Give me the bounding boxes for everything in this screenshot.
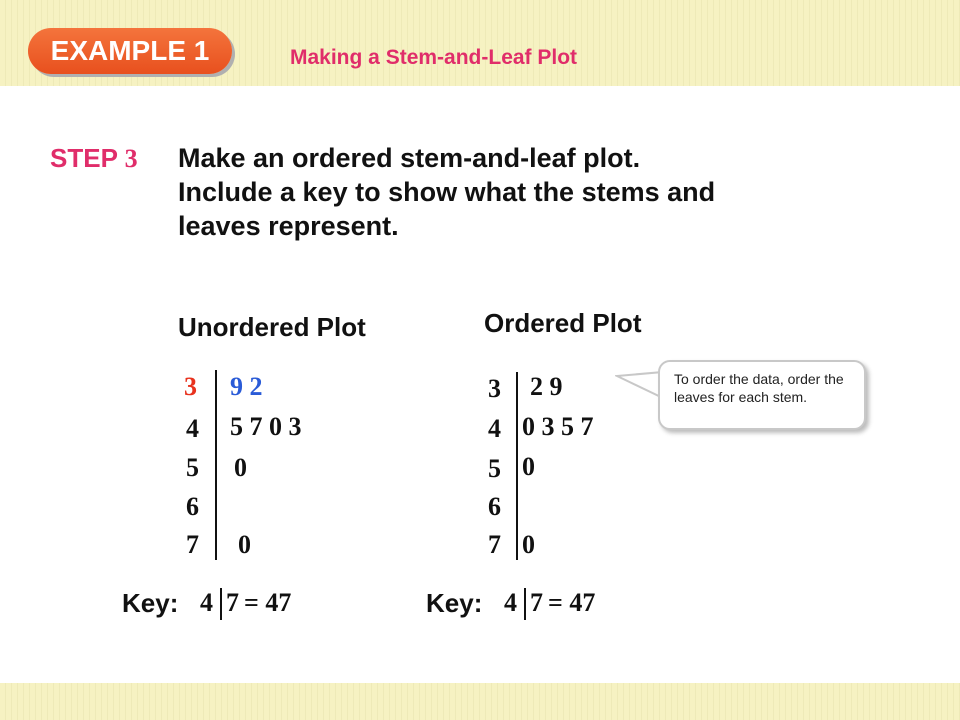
step-word: STEP (50, 143, 118, 173)
key-divider (220, 588, 222, 620)
leaves: 2 9 (530, 372, 563, 401)
key-value: = 47 (548, 588, 596, 617)
key-leaf: 7 (530, 588, 543, 617)
stem: 4 (488, 414, 501, 443)
key-leaf: 7 (226, 588, 239, 617)
step-line: Make an ordered stem-and-leaf plot. (178, 143, 641, 173)
leaves: 0 3 5 7 (522, 412, 594, 441)
stem-divider (215, 370, 217, 560)
key-label: Key: (426, 588, 483, 618)
stem: 6 (186, 492, 199, 521)
stem: 7 (488, 530, 501, 559)
key-stem: 4 (200, 588, 213, 617)
key-stem: 4 (504, 588, 517, 617)
leaves: 0 (238, 530, 251, 559)
ordered-plot-heading: Ordered Plot (484, 308, 642, 338)
stem: 5 (186, 453, 199, 482)
step-label (50, 143, 138, 174)
unordered-plot-heading: Unordered Plot (178, 312, 366, 342)
leaves: 0 (522, 452, 535, 481)
example-title: Making a Stem-and-Leaf Plot (290, 46, 578, 69)
leaves: 9 2 (230, 372, 263, 401)
callout-bubble (658, 360, 866, 430)
callout-text: To order the data, order the leaves for each stem. (674, 371, 844, 405)
leaves: 0 (234, 453, 247, 482)
stem-divider (516, 372, 518, 560)
step-line: leaves represent. (178, 211, 399, 241)
stem: 3 (184, 372, 197, 401)
step-line: Include a key to show what the stems and (178, 177, 716, 207)
key-value: = 47 (244, 588, 292, 617)
example-badge: EXAMPLE 1 (28, 28, 232, 74)
bottom-band (0, 683, 960, 720)
step-number: 3 (124, 144, 138, 173)
step-instructions (178, 141, 868, 243)
stem: 4 (186, 414, 199, 443)
leaves: 5 7 0 3 (230, 412, 302, 441)
key-divider (524, 588, 526, 620)
leaves: 0 (522, 530, 535, 559)
stem: 6 (488, 492, 501, 521)
stem: 3 (488, 374, 501, 403)
stem: 7 (186, 530, 199, 559)
key-label: Key: (122, 588, 179, 618)
stem: 5 (488, 454, 501, 483)
